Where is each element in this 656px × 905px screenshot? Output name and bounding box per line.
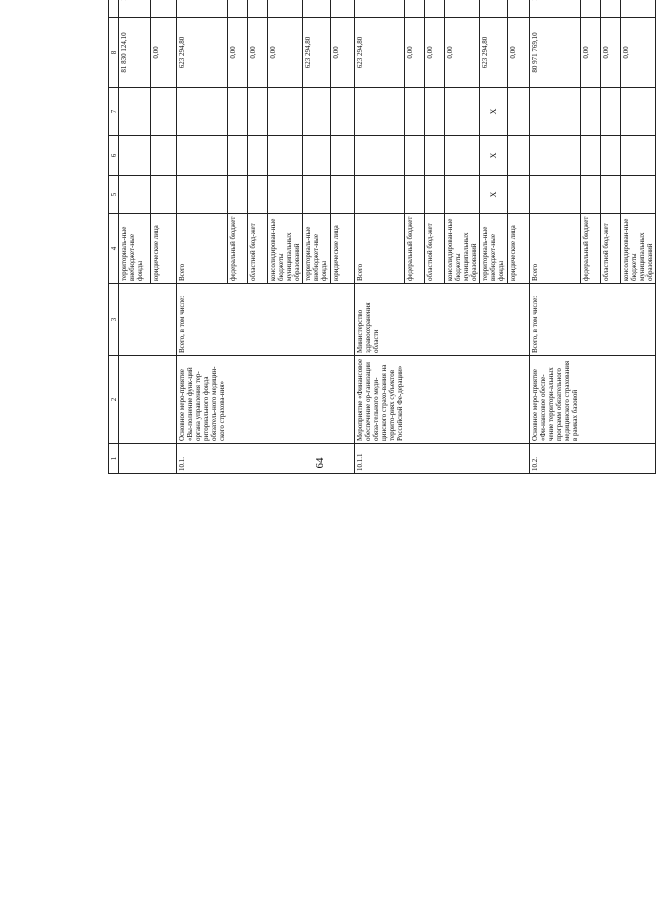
cell-col-1: [620, 444, 655, 474]
cell-col-5: [267, 176, 302, 214]
cell-col-7: [620, 88, 655, 136]
cell-col-4: консолидирован-ные бюджеты муниципальных образований: [445, 214, 480, 284]
cell-col-4: юридические лица: [330, 214, 354, 284]
table-row: [480, 0, 508, 474]
cell-col-2: [119, 356, 151, 444]
cell-col-2: [302, 356, 330, 444]
cell-col-3: [227, 284, 247, 356]
table-row: [227, 0, 247, 474]
cell-col-8: 0,00: [580, 18, 600, 88]
cell-col-9: [480, 0, 508, 18]
cell-col-6: [267, 136, 302, 176]
cell-col-9: [620, 0, 655, 18]
cell-col-3: [480, 284, 508, 356]
cell-col-6: [330, 136, 354, 176]
table-row: [330, 0, 354, 474]
cell-col-1: [247, 444, 267, 474]
header-cell: 4: [109, 214, 119, 284]
cell-col-1: [330, 444, 354, 474]
rotated-page: [108, 32, 654, 856]
cell-col-7: [119, 88, 151, 136]
cell-col-8: 623 294,80: [177, 18, 228, 88]
cell-col-9: [330, 0, 354, 18]
cell-col-4: территориаль-ные внебюджет-ные фонды: [480, 214, 508, 284]
table-row: [354, 0, 405, 474]
cell-col-4: Всего: [354, 214, 405, 284]
cell-col-8: 623 294,80: [302, 18, 330, 88]
cell-col-8: 0,00: [227, 18, 247, 88]
cell-col-9: [119, 0, 151, 18]
header-cell: 6: [109, 136, 119, 176]
cell-col-4: областной бюд-жет: [600, 214, 620, 284]
cell-col-6: [580, 136, 600, 176]
cell-col-8: 0,00: [151, 18, 177, 88]
table-row: [119, 0, 151, 474]
cell-col-1: 10.2.: [530, 444, 581, 474]
header-cell: 8: [109, 18, 119, 88]
cell-col-4: федеральный бюджет: [580, 214, 600, 284]
cell-col-1: 10.1.1: [354, 444, 405, 474]
cell-col-6: [600, 136, 620, 176]
cell-col-9: [425, 0, 445, 18]
cell-col-6: [119, 136, 151, 176]
cell-col-4: консолидирован-ные бюджеты муниципальных образований: [267, 214, 302, 284]
cell-col-6: [530, 136, 581, 176]
cell-col-7: [330, 88, 354, 136]
cell-col-2: [330, 356, 354, 444]
cell-col-9: [302, 0, 330, 18]
cell-col-5: [425, 176, 445, 214]
cell-col-9: [227, 0, 247, 18]
table-row: [177, 0, 228, 474]
cell-col-3: [445, 284, 480, 356]
cell-col-3: [580, 284, 600, 356]
cell-col-7: [302, 88, 330, 136]
cell-col-8: 81 830 124,10: [119, 18, 151, 88]
cell-col-6: [508, 136, 530, 176]
table-row: [302, 0, 330, 474]
table-row: [151, 0, 177, 474]
cell-col-7: [580, 88, 600, 136]
cell-col-4: юридические лица: [151, 214, 177, 284]
cell-col-6: [151, 136, 177, 176]
cell-col-6: [354, 136, 405, 176]
cell-col-4: областной бюд-жет: [425, 214, 445, 284]
cell-col-5: [302, 176, 330, 214]
cell-col-2: [480, 356, 508, 444]
cell-col-1: [151, 444, 177, 474]
cell-col-3: [247, 284, 267, 356]
table-row: [267, 0, 302, 474]
cell-col-7: X: [480, 88, 508, 136]
cell-col-5: [508, 176, 530, 214]
cell-col-5: [600, 176, 620, 214]
table-row: [445, 0, 480, 474]
cell-col-6: [620, 136, 655, 176]
cell-col-4: юридические лица: [508, 214, 530, 284]
cell-col-3: [151, 284, 177, 356]
cell-col-7: [425, 88, 445, 136]
cell-col-2: [425, 356, 445, 444]
cell-col-4: федеральный бюджет: [227, 214, 247, 284]
cell-col-1: [425, 444, 445, 474]
cell-col-9: [530, 0, 581, 18]
header-cell: 7: [109, 88, 119, 136]
cell-col-3: [620, 284, 655, 356]
cell-col-7: [445, 88, 480, 136]
cell-col-9: [177, 0, 228, 18]
table-row: [600, 0, 620, 474]
cell-col-2: [247, 356, 267, 444]
cell-col-6: X: [480, 136, 508, 176]
cell-col-4: областной бюд-жет: [247, 214, 267, 284]
header-cell: 2: [109, 356, 119, 444]
cell-col-4: федеральный бюджет: [405, 214, 425, 284]
cell-col-5: [620, 176, 655, 214]
cell-col-2: [267, 356, 302, 444]
cell-col-2: [620, 356, 655, 444]
cell-col-5: [247, 176, 267, 214]
cell-col-5: [330, 176, 354, 214]
cell-col-7: [405, 88, 425, 136]
cell-col-7: [267, 88, 302, 136]
cell-col-3: [405, 284, 425, 356]
cell-col-5: [227, 176, 247, 214]
cell-col-6: [405, 136, 425, 176]
cell-col-7: [600, 88, 620, 136]
cell-col-1: [227, 444, 247, 474]
cell-col-7: [508, 88, 530, 136]
cell-col-3: [425, 284, 445, 356]
table-row: [620, 0, 655, 474]
cell-col-7: [177, 88, 228, 136]
cell-col-5: [354, 176, 405, 214]
cell-col-9: [445, 0, 480, 18]
cell-col-3: [600, 284, 620, 356]
cell-col-7: [227, 88, 247, 136]
cell-col-6: [302, 136, 330, 176]
cell-col-3: [508, 284, 530, 356]
cell-col-8: 623 294,80: [480, 18, 508, 88]
cell-col-8: 0,00: [600, 18, 620, 88]
page-number: 64: [314, 457, 326, 469]
table-row: [508, 0, 530, 474]
cell-col-7: [247, 88, 267, 136]
table-row: [247, 0, 267, 474]
cell-col-9: [267, 0, 302, 18]
cell-col-3: [330, 284, 354, 356]
cell-col-8: 0,00: [247, 18, 267, 88]
cell-col-2: [227, 356, 247, 444]
header-cell: 1: [109, 444, 119, 474]
cell-col-7: [530, 88, 581, 136]
table-row: [425, 0, 445, 474]
cell-col-7: [151, 88, 177, 136]
cell-col-4: Всего: [530, 214, 581, 284]
cell-col-1: [445, 444, 480, 474]
cell-col-5: [177, 176, 228, 214]
cell-col-2: [151, 356, 177, 444]
table-row: [405, 0, 425, 474]
cell-col-5: [445, 176, 480, 214]
cell-col-4: территориаль-ные внебюджет-ные фонды: [302, 214, 330, 284]
cell-col-3: [302, 284, 330, 356]
budget-table: [108, 0, 656, 474]
cell-col-5: [530, 176, 581, 214]
cell-col-8: 0,00: [508, 18, 530, 88]
cell-col-5: X: [480, 176, 508, 214]
cell-col-1: [480, 444, 508, 474]
cell-col-7: [354, 88, 405, 136]
cell-col-3: [119, 284, 151, 356]
cell-col-4: территориаль-ные внебюджет-ные фонды: [119, 214, 151, 284]
cell-col-3: Министерство здравоохранения области: [354, 284, 405, 356]
cell-col-1: [580, 444, 600, 474]
cell-col-8: 80 971 769,10: [530, 18, 581, 88]
header-cell: 5: [109, 176, 119, 214]
cell-col-5: [580, 176, 600, 214]
cell-col-6: [247, 136, 267, 176]
cell-col-2: [580, 356, 600, 444]
cell-col-2: [508, 356, 530, 444]
cell-col-2: Основное меро-приятие «Вы-полнение функ-ций органа управления тер-риториального фонда обязатель-ного медицин-ского страхова-ния»: [177, 356, 228, 444]
cell-col-5: [151, 176, 177, 214]
cell-col-6: [425, 136, 445, 176]
cell-col-6: [177, 136, 228, 176]
cell-col-1: 10.1.: [177, 444, 228, 474]
cell-col-6: [445, 136, 480, 176]
cell-col-8: 623 294,80: [354, 18, 405, 88]
table-row: [580, 0, 600, 474]
header-cell: 3: [109, 284, 119, 356]
cell-col-4: консолидирован-ные бюджеты муниципальных образований: [620, 214, 655, 284]
header-cell: [109, 0, 119, 18]
cell-col-6: [227, 136, 247, 176]
cell-col-9: [405, 0, 425, 18]
cell-col-9: [508, 0, 530, 18]
budget-table-container: [108, 0, 654, 474]
cell-col-8: 0,00: [405, 18, 425, 88]
cell-col-8: 0,00: [445, 18, 480, 88]
cell-col-1: [267, 444, 302, 474]
cell-col-9: [247, 0, 267, 18]
header-row: [109, 0, 119, 474]
cell-col-2: Основное меро-приятие «Фи-нансовое обеспе-чение территори-альных программ обязательного медицинского страхования в рамках базовой: [530, 356, 581, 444]
cell-col-3: [267, 284, 302, 356]
cell-col-2: [405, 356, 425, 444]
cell-col-1: [508, 444, 530, 474]
cell-col-2: Мероприятие «Финансовое обеспечение ор-ганизации обяза-тельного меди-цинского страхо-вания на террито-риях субъектов Российской Фе-дерации»: [354, 356, 405, 444]
cell-col-1: [405, 444, 425, 474]
cell-col-5: [119, 176, 151, 214]
cell-col-1: [600, 444, 620, 474]
cell-col-8: 0,00: [425, 18, 445, 88]
cell-col-3: Всего, в том числе:: [177, 284, 228, 356]
cell-col-1: [302, 444, 330, 474]
cell-col-8: 0,00: [330, 18, 354, 88]
cell-col-1: [119, 444, 151, 474]
cell-col-9: [354, 0, 405, 18]
cell-col-5: [405, 176, 425, 214]
cell-col-2: [445, 356, 480, 444]
cell-col-9: [151, 0, 177, 18]
cell-col-9: [580, 0, 600, 18]
cell-col-4: Всего: [177, 214, 228, 284]
cell-col-8: 0,00: [267, 18, 302, 88]
cell-col-8: 0,00: [620, 18, 655, 88]
cell-col-9: [600, 0, 620, 18]
table-row: [530, 0, 581, 474]
cell-col-2: [600, 356, 620, 444]
cell-col-3: Всего, в том числе:: [530, 284, 581, 356]
